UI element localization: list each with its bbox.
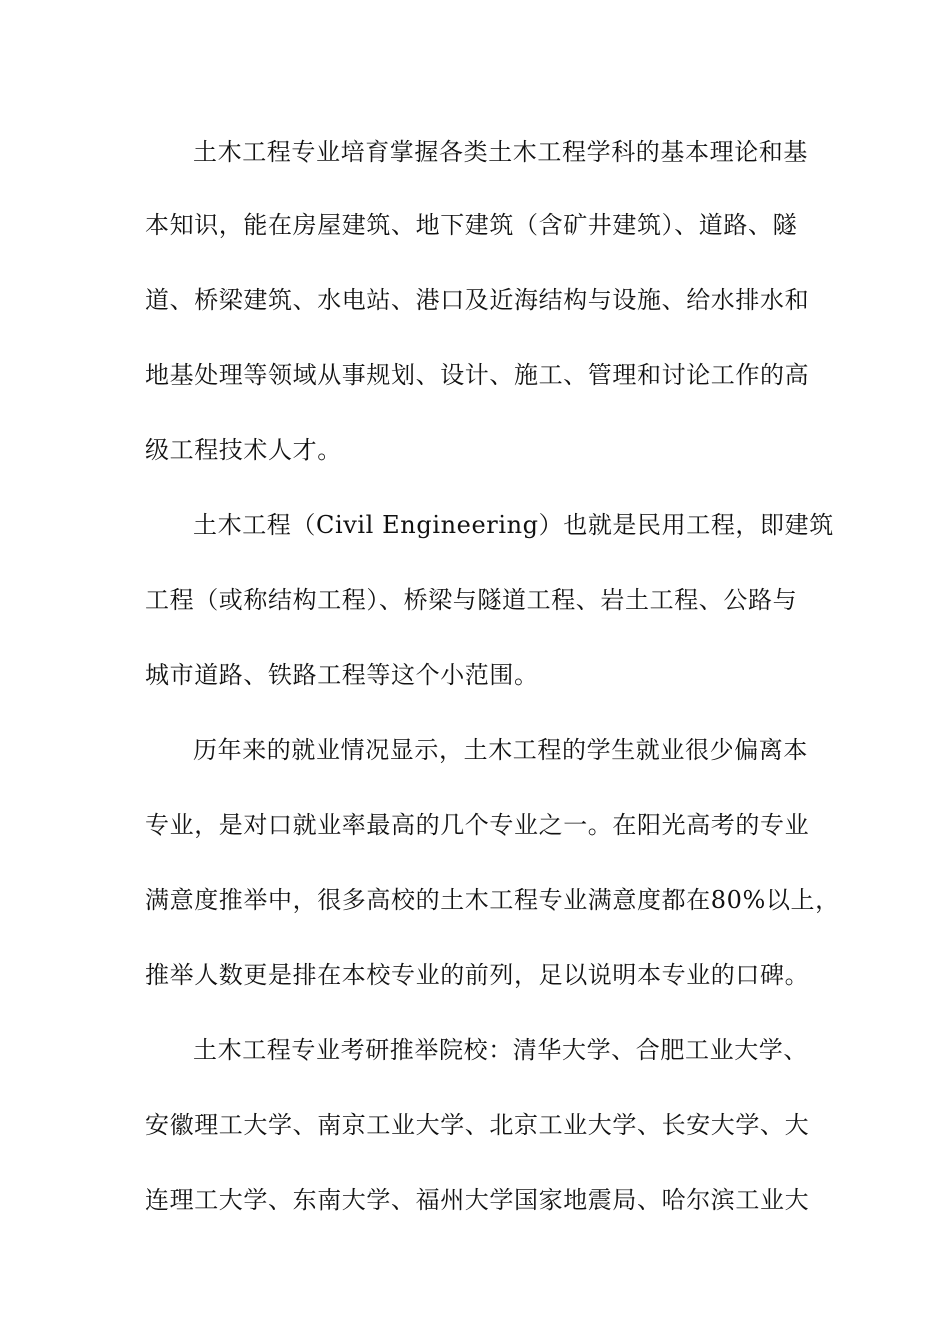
paragraph-4-line-3: 连理工大学、东南大学、福州大学国家地震局、哈尔滨工业大	[145, 1186, 810, 1214]
paragraph-2-line-2: 工程（或称结构工程）、桥梁与隧道工程、岩土工程、公路与	[145, 586, 798, 614]
paragraph-3-line-3: 满意度推举中，很多高校的土木工程专业满意度都在80%以上，	[145, 886, 840, 914]
paragraph-2-line-3: 城市道路、铁路工程等这个小范围。	[145, 661, 539, 689]
paragraph-2-line-1: 土木工程（Civil Engineering）也就是民用工程，即建筑	[193, 511, 834, 539]
paragraph-3-line-2: 专业，是对口就业率最高的几个专业之一。在阳光高考的专业	[145, 811, 810, 839]
paragraph-4-line-2: 安徽理工大学、南京工业大学、北京工业大学、长安大学、大	[145, 1111, 810, 1139]
paragraph-1-line-5: 级工程技术人才。	[145, 436, 342, 464]
paragraph-1-line-4: 地基处理等领域从事规划、设计、施工、管理和讨论工作的高	[145, 361, 810, 389]
paragraph-1-line-2: 本知识，能在房屋建筑、地下建筑（含矿井建筑）、道路、隧	[145, 211, 798, 239]
paragraph-1-line-1: 土木工程专业培育掌握各类土木工程学科的基本理论和基	[193, 138, 808, 166]
paragraph-1-line-3: 道、桥梁建筑、水电站、港口及近海结构与设施、给水排水和	[145, 286, 810, 314]
paragraph-3-line-1: 历年来的就业情况显示，土木工程的学生就业很少偏离本	[193, 736, 808, 764]
paragraph-4-line-1: 土木工程专业考研推举院校：清华大学、合肥工业大学、	[193, 1036, 808, 1064]
paragraph-3-line-4: 推举人数更是排在本校专业的前列，足以说明本专业的口碑。	[145, 961, 810, 989]
